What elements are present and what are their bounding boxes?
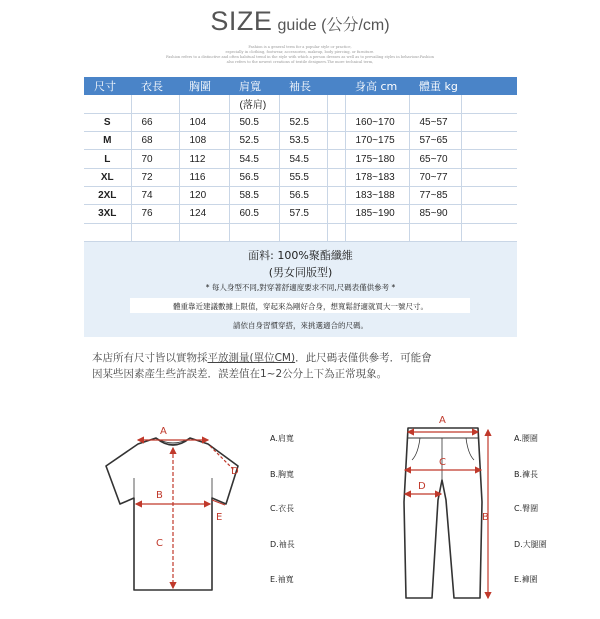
table-cell-blank xyxy=(461,205,517,223)
size-table-panel xyxy=(84,77,517,337)
table-cell-length: 72 xyxy=(131,168,179,186)
table-cell-length: 74 xyxy=(131,186,179,204)
note-weight-advice: 體重靠近建議數據上限值，穿起來為剛好合身，想寬鬆舒適就買大一號尺寸。 xyxy=(173,302,428,311)
note-fit-reference: * 每人身型不同,對穿著舒適度要求不同,尺碼表僅供參考 * xyxy=(205,283,396,292)
col-header-blank xyxy=(327,77,345,95)
fabric-label: 面料: 100%聚酯纖維 xyxy=(248,249,353,262)
table-cell-shoulder: 50.5 xyxy=(229,113,279,131)
table-cell-size: XL xyxy=(84,168,131,186)
table-cell-shoulder: 60.5 xyxy=(229,205,279,223)
table-cell-blank xyxy=(327,205,345,223)
fine-line-1: Fashion is a general term for a popular style or practice, xyxy=(248,45,352,49)
table-header-row xyxy=(84,77,517,95)
legend-pants-length: B.褲長 xyxy=(514,470,539,479)
table-cell-blank xyxy=(279,223,327,241)
col-header-length: 衣長 xyxy=(131,77,179,95)
table-cell-blank xyxy=(327,113,345,131)
title-sub: guide (公分/cm) xyxy=(277,17,390,34)
col-header-shoulder: 肩寬 xyxy=(229,77,279,95)
mark-c: C xyxy=(156,538,163,549)
fine-line-2: especially in clothing, footwear, accessories, makeup, body piercing, or furniture. xyxy=(225,50,375,54)
legend-hip: C.臀圍 xyxy=(514,504,539,513)
table-cell-size: 3XL xyxy=(84,205,131,223)
pants-diagram xyxy=(390,410,500,610)
table-cell-height: 160~170 xyxy=(345,113,409,131)
table-cell-blank xyxy=(461,186,517,204)
table-cell-blank xyxy=(327,223,345,241)
legend-length: C.衣長 xyxy=(270,504,295,513)
pants-mark-a: A xyxy=(439,415,446,426)
table-row-empty xyxy=(84,223,517,241)
legend-thigh: D.大腿圍 xyxy=(514,540,547,549)
pants-outline xyxy=(404,428,482,598)
table-cell-shoulder: 58.5 xyxy=(229,186,279,204)
disclaimer-line2: 因某些因素產生些許誤差．誤差值在1~2公分上下為正常現象。 xyxy=(92,368,388,380)
col-header-size: 尺寸 xyxy=(84,77,131,95)
table-cell-weight: 77~85 xyxy=(409,186,461,204)
table-cell-size: 2XL xyxy=(84,186,131,204)
table-cell-blank xyxy=(461,132,517,150)
disclaimer-underlined: 平放測量(單位CM) xyxy=(207,352,296,364)
legend-chest: B.胸寬 xyxy=(270,470,295,479)
legend-sleeve-width: E.袖寬 xyxy=(270,575,294,584)
measurement-disclaimer xyxy=(92,350,532,382)
note-choose-size: 請依自身習慣穿搭，來挑選適合的尺碼。 xyxy=(233,321,368,330)
table-cell-length: 76 xyxy=(131,205,179,223)
title-main: SIZE xyxy=(210,6,273,36)
table-row xyxy=(84,150,517,168)
table-cell-chest: 120 xyxy=(179,186,229,204)
table-cell-chest: 116 xyxy=(179,168,229,186)
table-cell-length: 68 xyxy=(131,132,179,150)
table-row xyxy=(84,186,517,204)
table-cell-sleeve: 56.5 xyxy=(279,186,327,204)
table-cell-sleeve: 55.5 xyxy=(279,168,327,186)
table-cell-height: 170~175 xyxy=(345,132,409,150)
pants-mark-d: D xyxy=(418,481,426,492)
table-cell-size: S xyxy=(84,113,131,131)
table-cell-chest: 112 xyxy=(179,150,229,168)
table-cell-shoulder: 56.5 xyxy=(229,168,279,186)
mark-a: A xyxy=(160,426,167,437)
table-cell-blank xyxy=(461,223,517,241)
col-header-weight: 體重 kg xyxy=(409,77,461,95)
table-cell-sleeve: 52.5 xyxy=(279,113,327,131)
size-guide-title xyxy=(0,6,600,37)
table-cell-size: M xyxy=(84,132,131,150)
table-cell-blank xyxy=(461,168,517,186)
table-cell-blank xyxy=(327,186,345,204)
legend-leg-opening: E.褲圍 xyxy=(514,575,538,584)
table-cell-weight: 85~90 xyxy=(409,205,461,223)
table-cell-weight: 70~77 xyxy=(409,168,461,186)
table-cell-sleeve: 57.5 xyxy=(279,205,327,223)
col-header-blank-2 xyxy=(461,77,517,95)
table-cell-height: 175~180 xyxy=(345,150,409,168)
size-table xyxy=(84,77,517,242)
table-cell-height: 178~183 xyxy=(345,168,409,186)
table-cell-length: 70 xyxy=(131,150,179,168)
table-cell-weight: 57~65 xyxy=(409,132,461,150)
table-cell-shoulder: 54.5 xyxy=(229,150,279,168)
pants-mark-b: B xyxy=(482,512,489,523)
table-cell-chest: 104 xyxy=(179,113,229,131)
disclaimer-pre: 本店所有尺寸皆以實物採 xyxy=(92,352,208,364)
table-cell-blank xyxy=(131,223,179,241)
table-subheader-row xyxy=(84,95,517,113)
table-cell-chest: 108 xyxy=(179,132,229,150)
table-cell-chest: 124 xyxy=(179,205,229,223)
mark-b: B xyxy=(156,490,163,501)
table-cell-blank xyxy=(461,113,517,131)
col-header-sleeve: 袖長 xyxy=(279,77,327,95)
table-row xyxy=(84,168,517,186)
col-header-chest: 胸圍 xyxy=(179,77,229,95)
legend-waist: A.腰圍 xyxy=(514,434,538,443)
fine-line-4: also refers to the newest creations of textile designers.The more technical term, xyxy=(226,60,374,64)
table-cell-blank xyxy=(461,150,517,168)
tshirt-diagram xyxy=(88,418,258,608)
table-cell-sleeve: 53.5 xyxy=(279,132,327,150)
table-cell-blank xyxy=(179,223,229,241)
table-cell-weight: 65~70 xyxy=(409,150,461,168)
shoulder-subheader: (落肩) xyxy=(229,95,279,113)
table-cell-blank xyxy=(345,223,409,241)
legend-sleeve-length: D.袖長 xyxy=(270,540,295,549)
legend-shoulder: A.肩寬 xyxy=(270,434,294,443)
table-cell-shoulder: 52.5 xyxy=(229,132,279,150)
mark-e: E xyxy=(216,512,223,523)
table-row xyxy=(84,132,517,150)
table-cell-blank xyxy=(409,223,461,241)
table-cell-blank xyxy=(84,223,131,241)
table-cell-sleeve: 54.5 xyxy=(279,150,327,168)
table-cell-size: L xyxy=(84,150,131,168)
table-row xyxy=(84,113,517,131)
table-row xyxy=(84,205,517,223)
table-cell-weight: 45~57 xyxy=(409,113,461,131)
pants-mark-c: C xyxy=(439,457,446,468)
unisex-label: (男女同版型) xyxy=(268,266,333,279)
table-cell-height: 183~188 xyxy=(345,186,409,204)
table-cell-blank xyxy=(327,150,345,168)
table-cell-height: 185~190 xyxy=(345,205,409,223)
table-cell-blank xyxy=(229,223,279,241)
mark-d: D xyxy=(231,466,239,477)
table-cell-blank xyxy=(327,168,345,186)
disclaimer-post: ．此尺碼表僅供參考．可能會 xyxy=(295,352,432,364)
table-cell-blank xyxy=(327,132,345,150)
table-cell-length: 66 xyxy=(131,113,179,131)
fine-line-3: Fashion refers to a distinctive and often habitual trend in the style with which a person dresses as well as to prevailing styles in behaviour.Fashion xyxy=(166,55,434,59)
col-header-height: 身高 cm xyxy=(345,77,409,95)
